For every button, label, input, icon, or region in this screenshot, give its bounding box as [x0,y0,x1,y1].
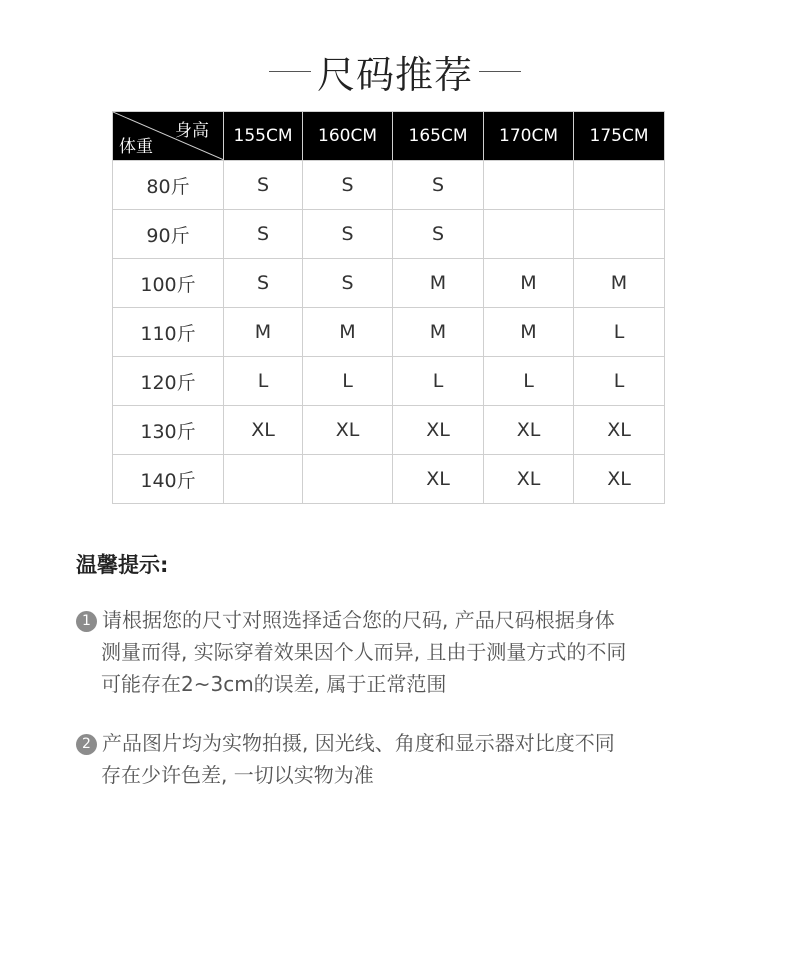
size-cell: M [393,308,484,357]
size-cell: S [224,210,303,259]
size-cell: M [303,308,393,357]
height-header: 165CM [393,112,484,161]
corner-height-label: 身高 [175,121,209,141]
weight-cell: 120斤 [113,357,224,406]
size-cell [224,455,303,504]
tip-number-badge: 1 [76,611,97,632]
size-cell [574,161,665,210]
size-cell: L [393,357,484,406]
size-cell: XL [224,406,303,455]
tip-line [76,604,716,636]
size-cell: XL [574,406,665,455]
size-cell: M [574,259,665,308]
size-cell [303,455,393,504]
size-cell: M [484,259,574,308]
size-cell: S [303,161,393,210]
height-header: 160CM [303,112,393,161]
size-cell: L [574,308,665,357]
tip-item-1 [76,604,716,700]
size-cell: XL [574,455,665,504]
size-cell: S [224,161,303,210]
page-title: 尺码推荐 [316,53,473,97]
tip-number-badge: 2 [76,734,97,755]
size-cell: S [303,210,393,259]
size-cell [574,210,665,259]
size-cell: XL [303,406,393,455]
size-cell: L [224,357,303,406]
size-cell [484,161,574,210]
tip-item-2 [76,727,716,791]
tip-line: 测量而得, 实际穿着效果因个人而异, 且由于测量方式的不同 [101,640,627,664]
height-header: 155CM [224,112,303,161]
table-header-row [113,112,665,161]
size-cell: S [224,259,303,308]
table-row [113,210,665,259]
tip-line: 可能存在2~3cm的误差, 属于正常范围 [101,672,447,696]
weight-cell: 130斤 [113,406,224,455]
size-cell: S [393,161,484,210]
weight-cell: 90斤 [113,210,224,259]
size-cell: XL [484,406,574,455]
size-cell: M [484,308,574,357]
corner-weight-label: 体重 [119,137,153,157]
size-cell [484,210,574,259]
height-header: 175CM [574,112,665,161]
table-row [113,406,665,455]
weight-cell: 100斤 [113,259,224,308]
title-left-rule [269,71,311,72]
size-cell: L [484,357,574,406]
table-row [113,161,665,210]
size-cell: XL [393,455,484,504]
tip-text: 请根据您的尺寸对照选择适合您的尺码, 产品尺码根据身体 [102,608,615,632]
table-row [113,357,665,406]
tip-text: 产品图片均为实物拍摄, 因光线、角度和显示器对比度不同 [102,731,615,755]
size-cell: XL [393,406,484,455]
size-cell: S [303,259,393,308]
table-row [113,308,665,357]
weight-cell: 140斤 [113,455,224,504]
size-cell: L [303,357,393,406]
size-cell: S [393,210,484,259]
tips-title: 温馨提示: [76,553,169,577]
size-chart-table [112,111,665,504]
height-header: 170CM [484,112,574,161]
size-cell: XL [484,455,574,504]
tip-line [76,727,716,759]
weight-cell: 110斤 [113,308,224,357]
size-cell: M [393,259,484,308]
title-right-rule [479,71,521,72]
size-cell: L [574,357,665,406]
size-cell: M [224,308,303,357]
weight-cell: 80斤 [113,161,224,210]
table-row [113,259,665,308]
table-corner-cell [113,112,224,161]
tip-line: 存在少许色差, 一切以实物为准 [101,763,374,787]
title-row [0,44,790,99]
table-row [113,455,665,504]
